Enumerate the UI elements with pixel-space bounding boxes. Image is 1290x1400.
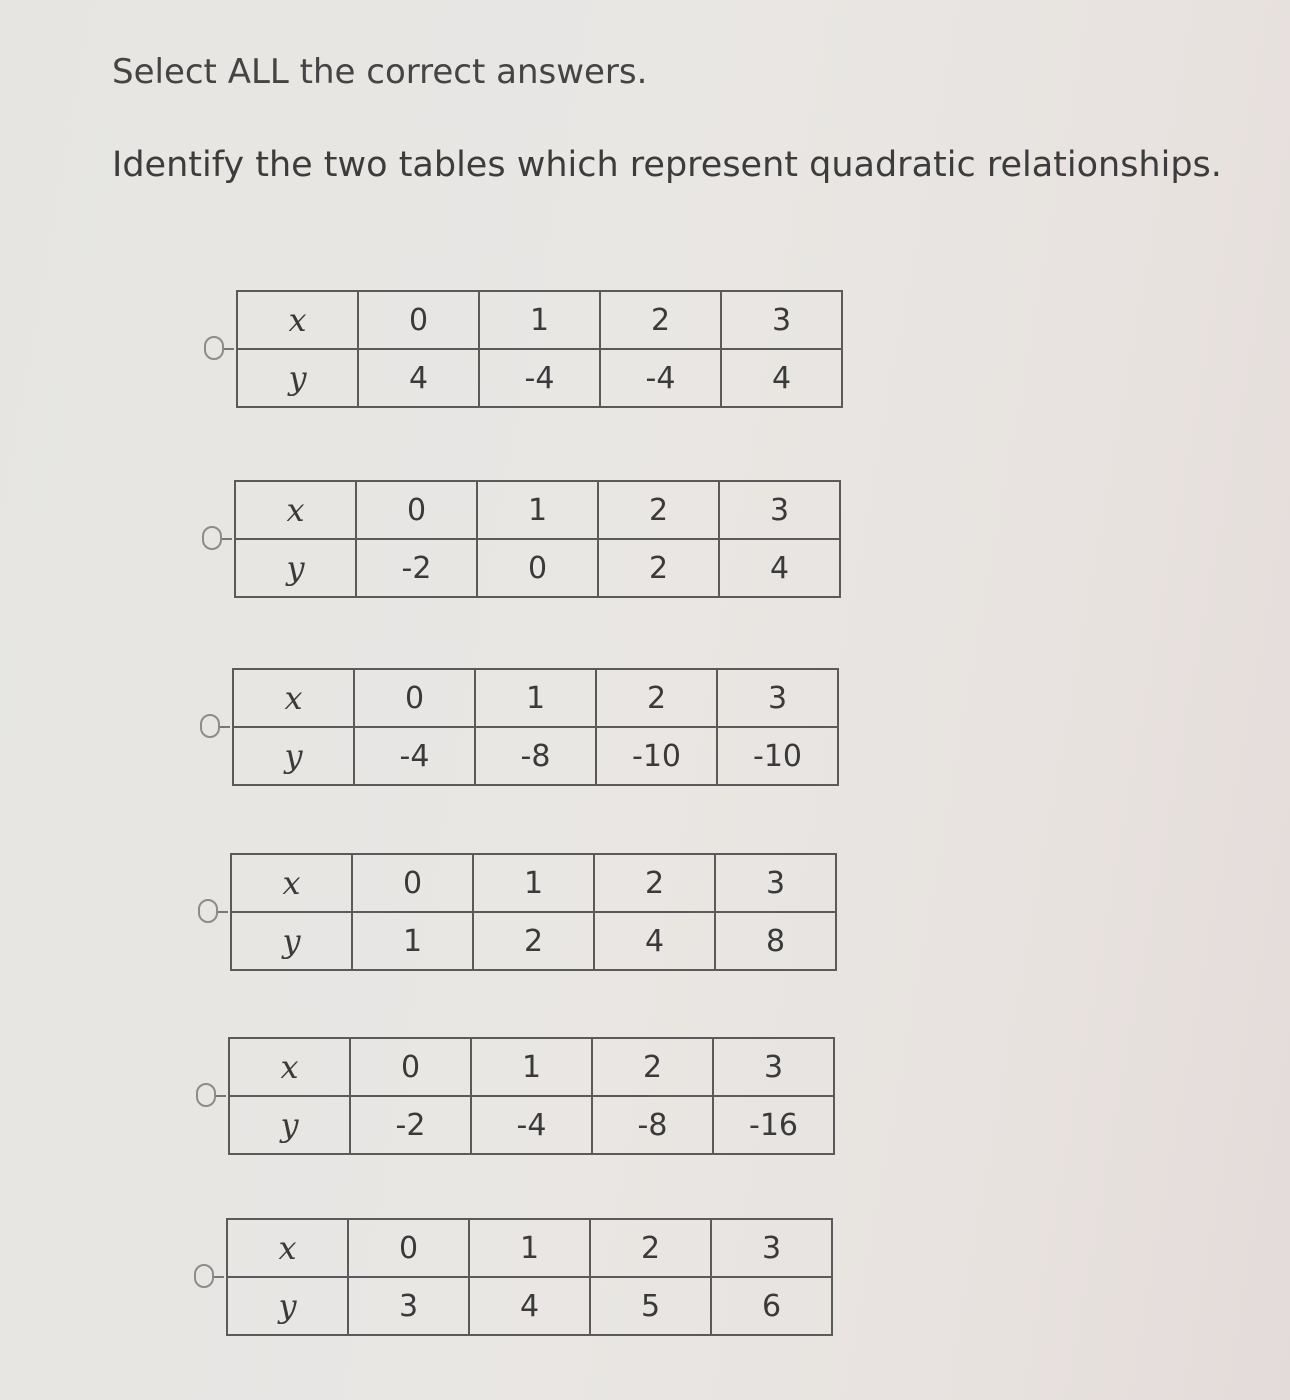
table-cell-y-1: 2 — [473, 912, 594, 970]
xy-table-6 — [226, 1218, 833, 1336]
table-cell-x-0: 0 — [358, 291, 479, 349]
table-cell-x-2: 2 — [598, 481, 719, 539]
table-cell-x-2: 2 — [596, 669, 717, 727]
table-cell-y-1: -8 — [475, 727, 596, 785]
table-row-y — [237, 349, 842, 407]
row-label-x: x — [233, 669, 354, 727]
table-cell-x-3: 3 — [719, 481, 840, 539]
table-cell-y-1: -4 — [479, 349, 600, 407]
table-cell-x-2: 2 — [594, 854, 715, 912]
row-label-y: y — [235, 539, 356, 597]
table-cell-y-3: 4 — [721, 349, 842, 407]
table-cell-y-2: -10 — [596, 727, 717, 785]
table-cell-x-1: 1 — [475, 669, 596, 727]
table-cell-x-1: 1 — [479, 291, 600, 349]
table-cell-y-1: -4 — [471, 1096, 592, 1154]
table-cell-x-3: 3 — [717, 669, 838, 727]
table-row-y — [227, 1277, 832, 1335]
xy-table-4 — [230, 853, 837, 971]
table-row-y — [231, 912, 836, 970]
table-cell-y-3: 6 — [711, 1277, 832, 1335]
radio-button-3[interactable] — [200, 714, 220, 738]
xy-table-5 — [228, 1037, 835, 1155]
row-label-y: y — [233, 727, 354, 785]
radio-button-2[interactable] — [202, 526, 222, 550]
table-cell-x-2: 2 — [592, 1038, 713, 1096]
table-cell-x-0: 0 — [348, 1219, 469, 1277]
answer-option-3[interactable] — [192, 668, 872, 798]
table-cell-x-2: 2 — [600, 291, 721, 349]
xy-table-1 — [236, 290, 843, 408]
table-row-x — [233, 669, 838, 727]
radio-button-5[interactable] — [196, 1083, 216, 1107]
question-text: Identify the two tables which represent quadratic relationships. — [112, 145, 1222, 185]
row-label-y: y — [231, 912, 352, 970]
table-cell-y-1: 4 — [469, 1277, 590, 1335]
row-label-x: x — [235, 481, 356, 539]
table-cell-y-0: 4 — [358, 349, 479, 407]
table-row-y — [233, 727, 838, 785]
radio-button-4[interactable] — [198, 899, 218, 923]
answer-option-1[interactable] — [196, 290, 876, 420]
table-cell-y-1: 0 — [477, 539, 598, 597]
table-cell-y-2: 5 — [590, 1277, 711, 1335]
table-cell-x-1: 1 — [471, 1038, 592, 1096]
table-row-x — [227, 1219, 832, 1277]
table-cell-y-3: -10 — [717, 727, 838, 785]
table-cell-x-2: 2 — [590, 1219, 711, 1277]
table-cell-y-0: 1 — [352, 912, 473, 970]
table-cell-x-3: 3 — [721, 291, 842, 349]
table-cell-y-0: -4 — [354, 727, 475, 785]
answer-option-2[interactable] — [194, 480, 874, 610]
answer-option-6[interactable] — [186, 1218, 866, 1348]
row-label-y: y — [227, 1277, 348, 1335]
table-row-x — [231, 854, 836, 912]
table-cell-x-0: 0 — [354, 669, 475, 727]
table-cell-y-0: -2 — [356, 539, 477, 597]
table-cell-x-1: 1 — [477, 481, 598, 539]
table-cell-x-3: 3 — [715, 854, 836, 912]
table-cell-y-3: 8 — [715, 912, 836, 970]
table-cell-x-0: 0 — [350, 1038, 471, 1096]
row-label-y: y — [229, 1096, 350, 1154]
answer-option-4[interactable] — [190, 853, 870, 983]
radio-button-6[interactable] — [194, 1264, 214, 1288]
radio-button-1[interactable] — [204, 336, 224, 360]
xy-table-3 — [232, 668, 839, 786]
row-label-x: x — [231, 854, 352, 912]
table-cell-y-0: -2 — [350, 1096, 471, 1154]
table-cell-y-3: 4 — [719, 539, 840, 597]
table-cell-x-1: 1 — [469, 1219, 590, 1277]
instruction-text: Select ALL the correct answers. — [112, 52, 648, 92]
table-cell-y-2: -8 — [592, 1096, 713, 1154]
table-cell-y-2: -4 — [600, 349, 721, 407]
table-row-y — [235, 539, 840, 597]
table-cell-y-2: 2 — [598, 539, 719, 597]
table-row-x — [235, 481, 840, 539]
table-cell-y-2: 4 — [594, 912, 715, 970]
answer-option-5[interactable] — [188, 1037, 868, 1167]
table-row-x — [237, 291, 842, 349]
table-cell-x-3: 3 — [713, 1038, 834, 1096]
table-cell-y-3: -16 — [713, 1096, 834, 1154]
row-label-y: y — [237, 349, 358, 407]
table-row-x — [229, 1038, 834, 1096]
row-label-x: x — [229, 1038, 350, 1096]
table-cell-x-3: 3 — [711, 1219, 832, 1277]
row-label-x: x — [237, 291, 358, 349]
xy-table-2 — [234, 480, 841, 598]
row-label-x: x — [227, 1219, 348, 1277]
table-cell-x-0: 0 — [356, 481, 477, 539]
table-cell-x-1: 1 — [473, 854, 594, 912]
table-cell-x-0: 0 — [352, 854, 473, 912]
table-cell-y-0: 3 — [348, 1277, 469, 1335]
table-row-y — [229, 1096, 834, 1154]
